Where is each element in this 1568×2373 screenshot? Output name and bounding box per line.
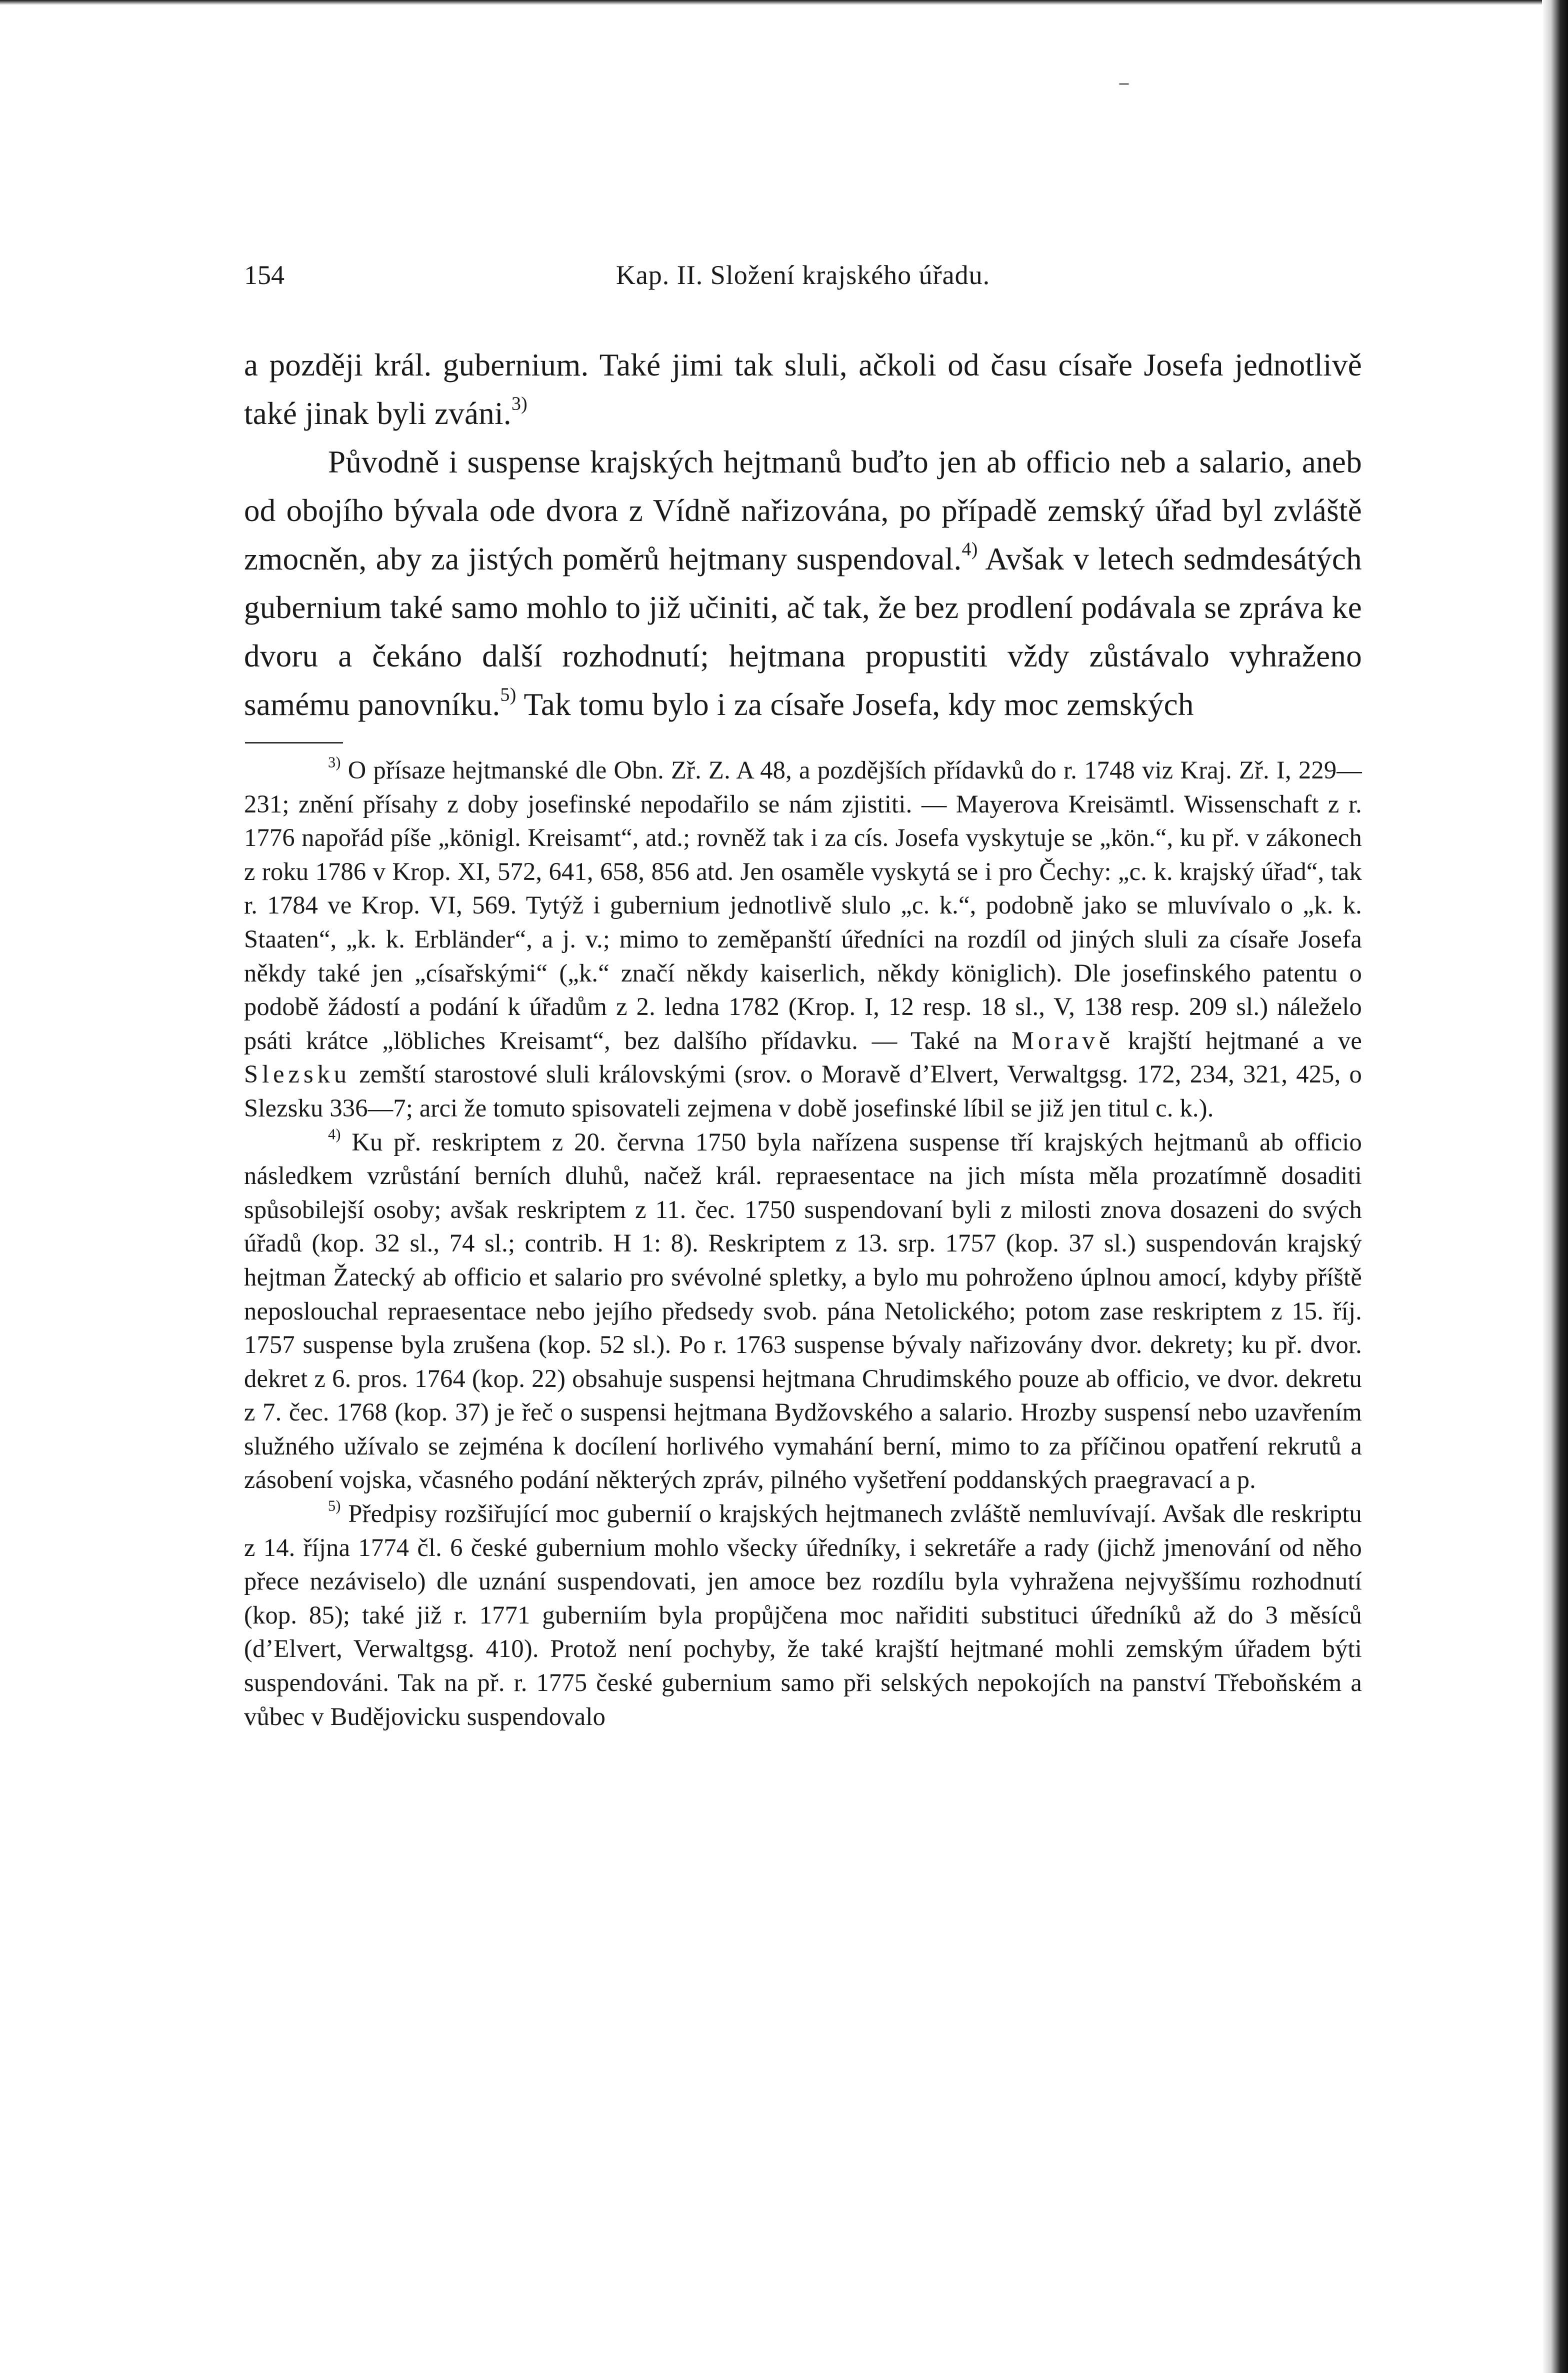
paragraph-text: Avšak v letech sedmdesátých gubernium také samo mohlo to již učiniti, ač tak, že bez prodlení podávala se zpráva ke dvoru a čekáno další rozhodnutí; hejtmana propustiti vždy zůstávalo vyhraženo samému panovníku. (244, 542, 1362, 722)
footnote-ref[interactable]: 3) (511, 393, 528, 414)
footnote-mark-number: 4 (328, 1125, 336, 1142)
footnote-mark: 3) (328, 754, 341, 771)
chapter-title: Kap. II. Složení krajského úřadu. (616, 260, 990, 290)
footnote-ref-number: 4 (962, 538, 972, 560)
paragraph (244, 341, 1362, 438)
footnote-3 (244, 754, 1362, 1126)
footnote-mark: 4) (328, 1125, 341, 1142)
paragraph-text: a později král. gubernium. Také jimi tak sluli, ačkoli od času císaře Josefa jednotlivě také jinak byli zváni. (244, 348, 1362, 431)
spaced-emphasis: Moravě (1012, 1026, 1114, 1054)
footnote-mark-number: 5 (328, 1497, 336, 1514)
paragraph (244, 438, 1362, 729)
footnote-separator (245, 742, 343, 744)
footnote-ref-number: 5 (500, 684, 510, 706)
footnote-text: O přísaze hejtmanské dle Obn. Zř. Z. A 48, a pozdějších přídavků do r. 1748 viz Kraj. Zř. I, 229—231; znění přísahy z doby josefinské nepodařilo se nám zjistiti. — Mayerova Kreisämtl. Wissenschaft z r. 1776 napořád píše „königl. Kreisamt“, atd.; rovněž tak i za cís. Josefa vyskytuje se „kön.“, ku př. v zákonech z roku 1786 v Krop. XI, 572, 641, 658, 856 atd. Jen osaměle vyskytá se i pro Čechy: „c. k. krajský úřad“, tak r. 1784 ve Krop. VI, 569. Tytýž i gubernium jednotlivě slulo „c. k.“, podobně jako se mluvívalo o „k. k. Staaten“, „k. k. Erbländer“, a j. v.; mimo to zeměpanští úředníci na rozdíl od jiných sluli za císaře Josefa někdy také jen „císařskými“ („k.“ značí někdy kaiserlich, někdy königlich). Dle josefinského patentu o podobě žádostí a podání k úřadům z 2. ledna 1782 (Krop. I, 12 resp. 18 sl., V, 138 resp. 209 sl.) náleželo psáti krátce „löbliches Kreisamt“, bez dalšího přídavku. — Také na (244, 756, 1362, 1054)
footnote-mark-number: 3 (328, 754, 336, 771)
footnote-ref[interactable]: 5) (500, 684, 516, 706)
book-page (244, 255, 1362, 1734)
scan-right-edge (1542, 0, 1568, 2373)
paragraph-text: Tak tomu bylo i za císaře Josefa, kdy moc zemských (516, 687, 1194, 722)
footnote-text: krajští hejtmané a ve (1128, 1026, 1362, 1054)
paragraph-text: Původně i suspense krajských hejtmanů buďto jen ab officio neb a salario, aneb od obojího bývala ode dvora z Vídně nařizována, po případě zemský úřad byl zvláště zmocněn, aby za jistých poměrů hejtmany suspendoval. (244, 444, 1362, 576)
running-head (244, 255, 1362, 295)
footnote-ref-number: 3 (511, 393, 522, 414)
footnote-text: Ku př. reskriptem z 20. června 1750 byla nařízena suspense tří krajských hejtmanů ab officio následkem vzrůstání berních dluhů, načež král. repraesentace na jich místa měla prozatímně dosaditi spůsobilejší osoby; avšak reskriptem z 11. čec. 1750 suspendovaní byli z milosti znova dosazeni do svých úřadů (kop. 32 sl., 74 sl.; contrib. H 1: 8). Reskriptem z 13. srp. 1757 (kop. 37 sl.) suspendován krajský hejtman Žatecký ab officio et salario pro svévolné spletky, a bylo mu pohroženo úplnou amocí, kdyby příště neposlouchal repraesentace nebo jejího předsedy svob. pána Netolického; potom zase reskriptem z 15. říj. 1757 suspense byla zrušena (kop. 52 sl.). Po r. 1763 suspense bývaly nařizovány dvor. dekrety; ku př. dvor. dekret z 6. pros. 1764 (kop. 22) obsahuje suspensi hejtmana Chrudimského pouze ab officio, ve dvor. dekretu z 7. čec. 1768 (kop. 37) je řeč o suspensi hejtmana Bydžovského a salario. Hrozby suspensí nebo uzavřením služného užívalo se zejména k docílení horlivého vymahání berní, mimo to za příčinou opatření rekrutů a zásobení vojska, včasného podání některých zpráv, pilného vyšetření poddanských praegravací a p. (244, 1128, 1362, 1494)
footnote-mark: 5) (328, 1497, 341, 1514)
main-text (244, 341, 1362, 729)
footnote-text: Předpisy rozšiřující moc gubernií o krajských hejtmanech zvláště nemluvívají. Avšak dle reskriptu z 14. října 1774 čl. 6 české gubernium mohlo všecky úředníky, i sekretáře a rady (jichž jmenování od něho přece nezáviselo) dle uznání suspendovati, jen amoce bez rozdílu byla vyhražena nejvyššímu rozhodnutí (kop. 85); také již r. 1771 guberniím byla propůjčena moc nařiditi substituci úředníků až do 3 měsíců (d’Elvert, Verwaltgsg. 410). Protož není pochyby, že také krajští hejtmané mohli zemským úřadem býti suspendováni. Tak na př. r. 1775 české gubernium samo při selských nepokojích na panství Třeboňském a vůbec v Budějovicku suspendovalo (244, 1500, 1362, 1730)
scan-speck (1119, 83, 1129, 85)
footnotes (244, 754, 1362, 1734)
footnote-4 (244, 1126, 1362, 1498)
scan-top-edge (0, 0, 1568, 5)
page-number: 154 (244, 260, 284, 290)
footnote-5 (244, 1497, 1362, 1734)
footnote-text: zemští starostové sluli královskými (srov. o Moravě d’Elvert, Verwaltgsg. 172, 234, 321, 425, o Slezsku 336—7; arci že tomuto spisovateli zejmena v době josefinské líbil se již jen titul c. k.). (244, 1060, 1362, 1122)
footnote-ref[interactable]: 4) (962, 538, 978, 560)
spaced-emphasis: Slezsku (244, 1060, 351, 1088)
